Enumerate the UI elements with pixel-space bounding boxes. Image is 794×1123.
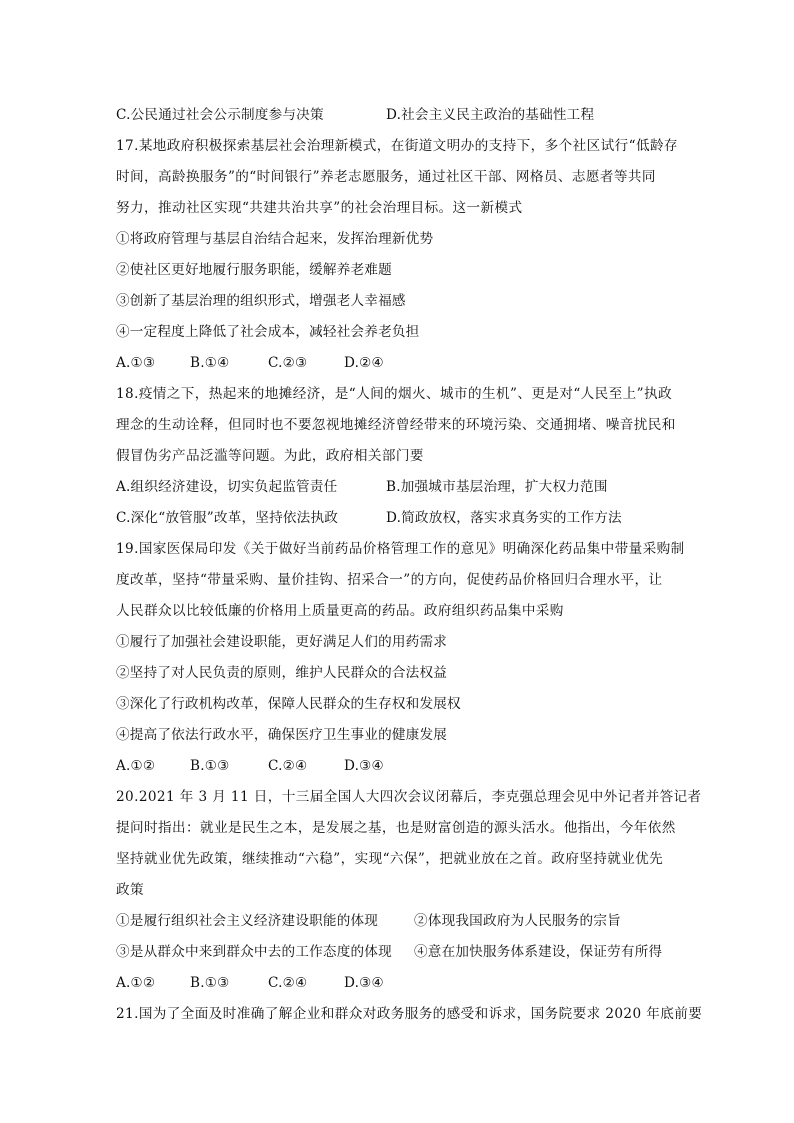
q20-stem-line: 坚持就业优先政策，继续推动“六稳”，实现“六保”，把就业放在之首。政府坚持就业优先 [116, 851, 664, 867]
q19-stem-line: 度改革，坚持“带量采购、量价挂钩、招采合一”的方向，促使药品价格回归合理水平，让 [116, 572, 663, 588]
q20-items-12 [116, 906, 686, 937]
q17-item-3: ③创新了基层治理的组织形式，增强老人幸福感 [116, 293, 406, 309]
q19-item-3: ③深化了行政机构改革，保障人民群众的生存权和发展权 [116, 696, 461, 712]
q20-option-a: A.①② [116, 975, 156, 991]
q19-options [116, 751, 686, 782]
q19-item-2: ②坚持了对人民负责的原则，维护人民群众的合法权益 [116, 665, 448, 681]
q20-stem-line: 20.2021 年 3 月 11 日，十三届全国人大四次会议闭幕后，李克强总理会见中外记者并答记者 [116, 789, 702, 805]
q19-option-b: B.①③ [190, 758, 230, 774]
q19-stem [116, 534, 686, 627]
q17-options [116, 348, 686, 379]
q16-option-c: C.公民通过社会公示制度参与决策 [116, 107, 324, 123]
q18-stem [116, 379, 686, 472]
q16-options-cd [116, 100, 686, 131]
q19-item-4: ④提高了依法行政水平，确保医疗卫生事业的健康发展 [116, 727, 448, 743]
q17-stem [116, 131, 686, 224]
q18-option-a: A.组织经济建设，切实负起监管责任 [116, 479, 338, 495]
q19-option-d: D.③④ [344, 758, 384, 774]
q18-stem-line: 理念的生动诠释，但同时也不要忽视地摊经济曾经带来的环境污染、交通拥堵、噪音扰民和 [116, 417, 676, 433]
q17-option-d: D.②④ [344, 355, 384, 371]
q21-stem-line: 21.国为了全面及时准确了解企业和群众对政务服务的感受和诉求，国务院要求 2020 年底前要 [116, 1006, 703, 1022]
q19-option-a: A.①② [116, 758, 156, 774]
q18-options-cd [116, 503, 686, 534]
q17-option-a: A.①③ [116, 355, 156, 371]
q20-item-4: ④意在加快服务体系建设，保证劳有所得 [414, 944, 663, 960]
q18-option-d: D.简政放权，落实求真务实的工作方法 [386, 510, 622, 526]
q20-stem [116, 782, 702, 906]
exam-page [116, 100, 703, 1030]
q19-stem-line: 人民群众以比较低廉的价格用上质量更高的药品。政府组织药品集中采购 [116, 603, 564, 619]
q20-item-2: ②体现我国政府为人民服务的宗旨 [414, 913, 621, 929]
q20-option-d: D.③④ [344, 975, 384, 991]
q17-stem-line: 17.某地政府积极探索基层社会治理新模式，在街道文明办的支持下，多个社区试行“低龄存 [116, 138, 678, 154]
q20-item-3: ③是从群众中来到群众中去的工作态度的体现 [116, 944, 392, 960]
q19-option-c: C.②④ [268, 758, 308, 774]
q20-option-c: C.②④ [268, 975, 308, 991]
q17-item-1: ①将政府管理与基层自治结合起来，发挥治理新优势 [116, 231, 434, 247]
q18-stem-line: 18.疫情之下，热起来的地摊经济，是“人间的烟火、城市的生机”、更是对“人民至上”执政 [116, 386, 672, 402]
q20-stem-line: 政策 [116, 882, 144, 898]
q18-options-ab [116, 472, 686, 503]
q20-stem-line: 提问时指出：就业是民生之本，是发展之基，也是财富创造的源头活水。他指出，今年依然 [116, 820, 676, 836]
q17-stem-line: 努力，推动社区实现“共建共治共享”的社会治理目标。这一新模式 [116, 200, 523, 216]
q17-stem-line: 时间，高龄换服务”的“时间银行”养老志愿服务，通过社区干部、网格员、志愿者等共同 [116, 169, 656, 185]
q20-item-1: ①是履行组织社会主义经济建设职能的体现 [116, 913, 379, 929]
q20-items-34 [116, 937, 686, 968]
q18-stem-line: 假冒伪劣产品泛滥等问题。为此，政府相关部门要 [116, 448, 424, 464]
q19-stem-line: 19.国家医保局印发《关于做好当前药品价格管理工作的意见》明确深化药品集中带量采购制 [116, 541, 685, 557]
q21-stem [116, 999, 703, 1030]
q18-option-b: B.加强城市基层治理，扩大权力范围 [386, 479, 608, 495]
q20-option-b: B.①③ [190, 975, 230, 991]
q20-options [116, 968, 686, 999]
q17-item-2: ②使社区更好地履行服务职能，缓解养老难题 [116, 262, 392, 278]
q17-item-4: ④一定程度上降低了社会成本，减轻社会养老负担 [116, 324, 420, 340]
q17-option-b: B.①④ [190, 355, 230, 371]
q16-option-d: D.社会主义民主政治的基础性工程 [386, 107, 595, 123]
q17-option-c: C.②③ [268, 355, 308, 371]
q19-item-1: ①履行了加强社会建设职能，更好满足人们的用药需求 [116, 634, 448, 650]
q18-option-c: C.深化“放管服”改革，坚持依法执政 [116, 510, 339, 526]
